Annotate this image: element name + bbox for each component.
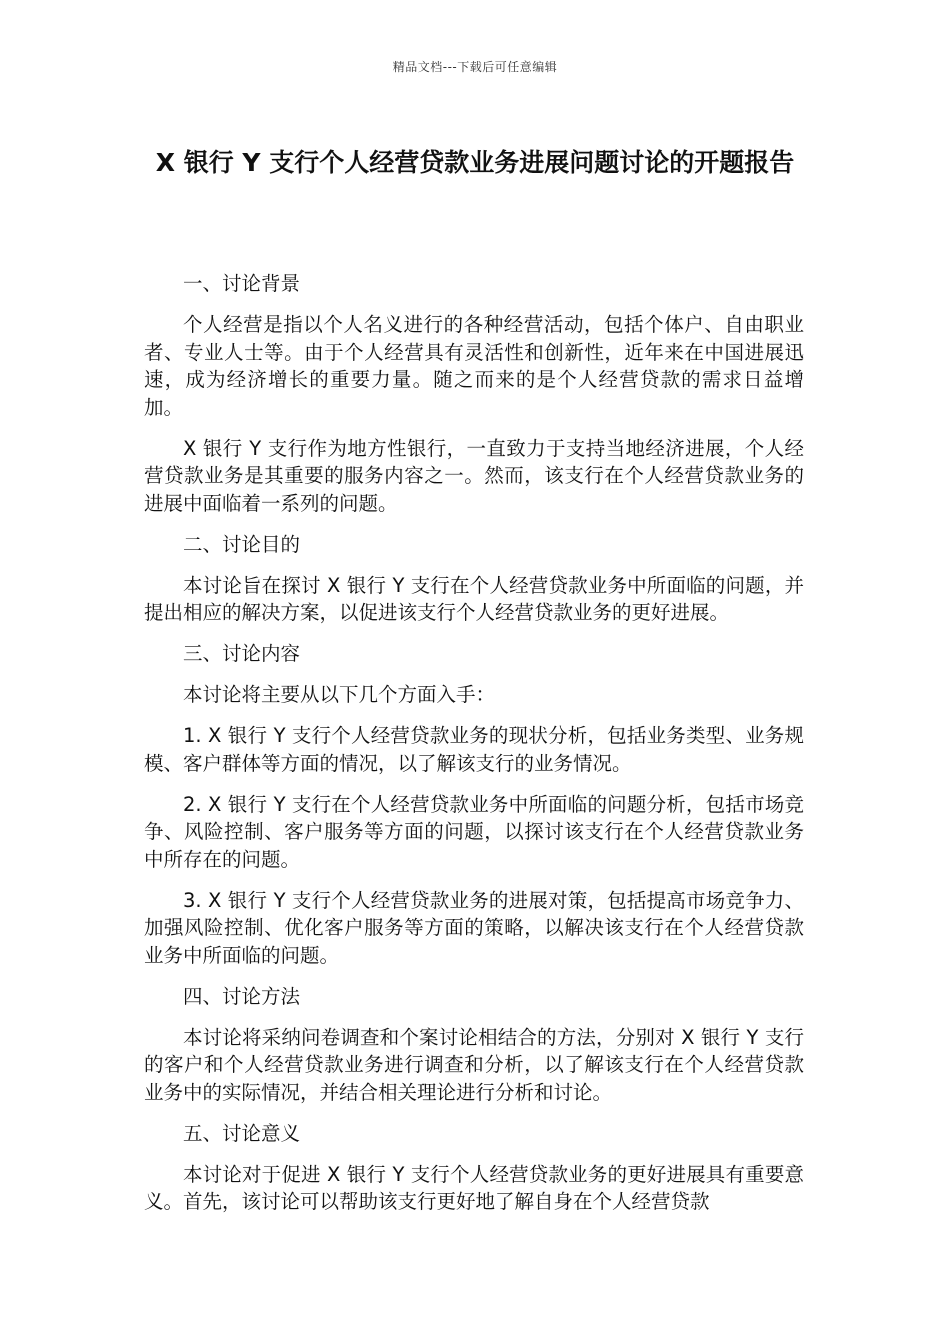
paragraph: X 银行 Y 支行作为地方性银行，一直致力于支持当地经济进展，个人经营贷款业务是其重要的服务内容之一。然而，该支行在个人经营贷款业务的进展中面临着一系列的问题。 [144,436,804,515]
section-heading: 一、讨论背景 [183,272,301,295]
paragraph: 本讨论将采纳问卷调查和个案讨论相结合的方法，分别对 X 银行 Y 支行的客户和个人经营贷款业务进行调查和分析，以了解该支行在个人经营贷款业务中的实际情况，并结合相关理论进行分析和讨论。 [144,1025,804,1104]
section-heading: 三、讨论内容 [183,642,301,665]
paragraph: 个人经营是指以个人名义进行的各种经营活动，包括个体户、自由职业者、专业人士等。由于个人经营具有灵活性和创新性，近年来在中国进展迅速，成为经济增长的重要力量。随之而来的是个人经营贷款的需求日益增加。 [144,313,804,419]
list-item: 2. X 银行 Y 支行在个人经营贷款业务中所面临的问题分析，包括市场竞争、风险控制、客户服务等方面的问题，以探讨该支行在个人经营贷款业务中所存在的问题。 [144,792,804,871]
section-heading: 五、讨论意义 [183,1121,301,1145]
list-item: 1. X 银行 Y 支行个人经营贷款业务的现状分析，包括业务类型、业务规模、客户群体等方面的情况，以了解该支行的业务情况。 [144,724,804,775]
section-heading: 二、讨论目的 [183,532,301,556]
paragraph: 本讨论将主要从以下几个方面入手： [183,683,496,706]
document-body [144,270,804,1229]
header-note: 精品文档---下载后可任意编辑 [392,60,558,74]
paragraph: 本讨论对于促进 X 银行 Y 支行个人经营贷款业务的更好进展具有重要意义。首先，该讨论可以帮助该支行更好地了解自身在个人经营贷款 [144,1162,804,1213]
list-item: 3. X 银行 Y 支行个人经营贷款业务的进展对策，包括提高市场竞争力、加强风险控制、优化客户服务等方面的策略，以解决该支行在个人经营贷款业务中所面临的问题。 [144,888,804,967]
paragraph: 本讨论旨在探讨 X 银行 Y 支行在个人经营贷款业务中所面临的问题，并提出相应的解决方案，以促进该支行个人经营贷款业务的更好进展。 [144,573,804,624]
document-title: X 银行 Y 支行个人经营贷款业务进展问题讨论的开题报告 [155,148,795,177]
section-heading: 四、讨论方法 [183,984,301,1008]
